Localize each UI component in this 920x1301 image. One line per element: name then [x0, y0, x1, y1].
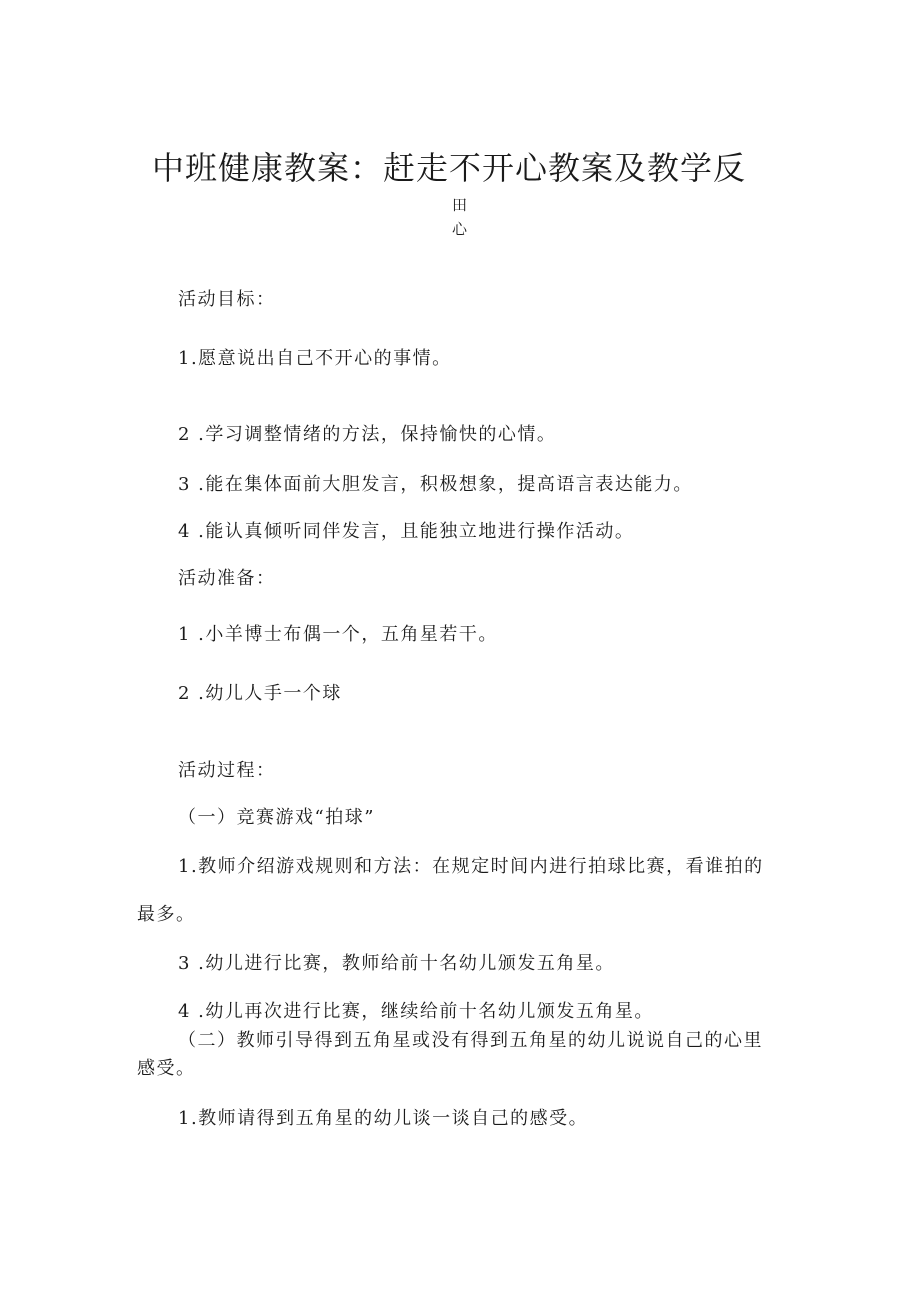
goals-heading: 活动目标： — [178, 289, 276, 310]
part-1-step-3: 3 .幼儿进行比赛，教师给前十名幼儿颁发五角星。 — [178, 953, 615, 974]
part-2-step-1: 1.教师请得到五角星的幼儿谈一谈自己的感受。 — [178, 1108, 589, 1129]
part-1-heading: （一）竞赛游戏“拍球” — [178, 807, 375, 828]
title-overflow-char-2: 心 — [452, 220, 468, 238]
goal-item-3: 3 .能在集体面前大胆发言，积极想象，提高语言表达能力。 — [178, 474, 693, 495]
document-title: 中班健康教案：赶走不开心教案及教学反 — [152, 149, 747, 187]
part-2-heading-continued: 感受。 — [137, 1058, 196, 1079]
goal-item-4: 4 .能认真倾听同伴发言，且能独立地进行操作活动。 — [178, 521, 635, 542]
process-heading: 活动过程： — [178, 760, 276, 781]
prep-item-2: 2 .幼儿人手一个球 — [178, 683, 342, 704]
prep-heading: 活动准备： — [178, 568, 276, 589]
part-1-step-1-continued: 最多。 — [137, 904, 196, 925]
part-2-heading: （二）教师引导得到五角星或没有得到五角星的幼儿说说自己的心里 — [178, 1030, 763, 1051]
prep-item-1: 1 .小羊博士布偶一个，五角星若干。 — [178, 624, 498, 645]
part-1-step-4: 4 .幼儿再次进行比赛，继续给前十名幼儿颁发五角星。 — [178, 1001, 654, 1022]
goal-item-1: 1.愿意说出自己不开心的事情。 — [178, 348, 452, 369]
title-overflow-char-1: 田 — [452, 196, 468, 214]
goal-item-2: 2 .学习调整情绪的方法，保持愉快的心情。 — [178, 424, 557, 445]
part-1-step-1: 1.教师介绍游戏规则和方法：在规定时间内进行拍球比赛，看谁拍的 — [178, 856, 764, 877]
